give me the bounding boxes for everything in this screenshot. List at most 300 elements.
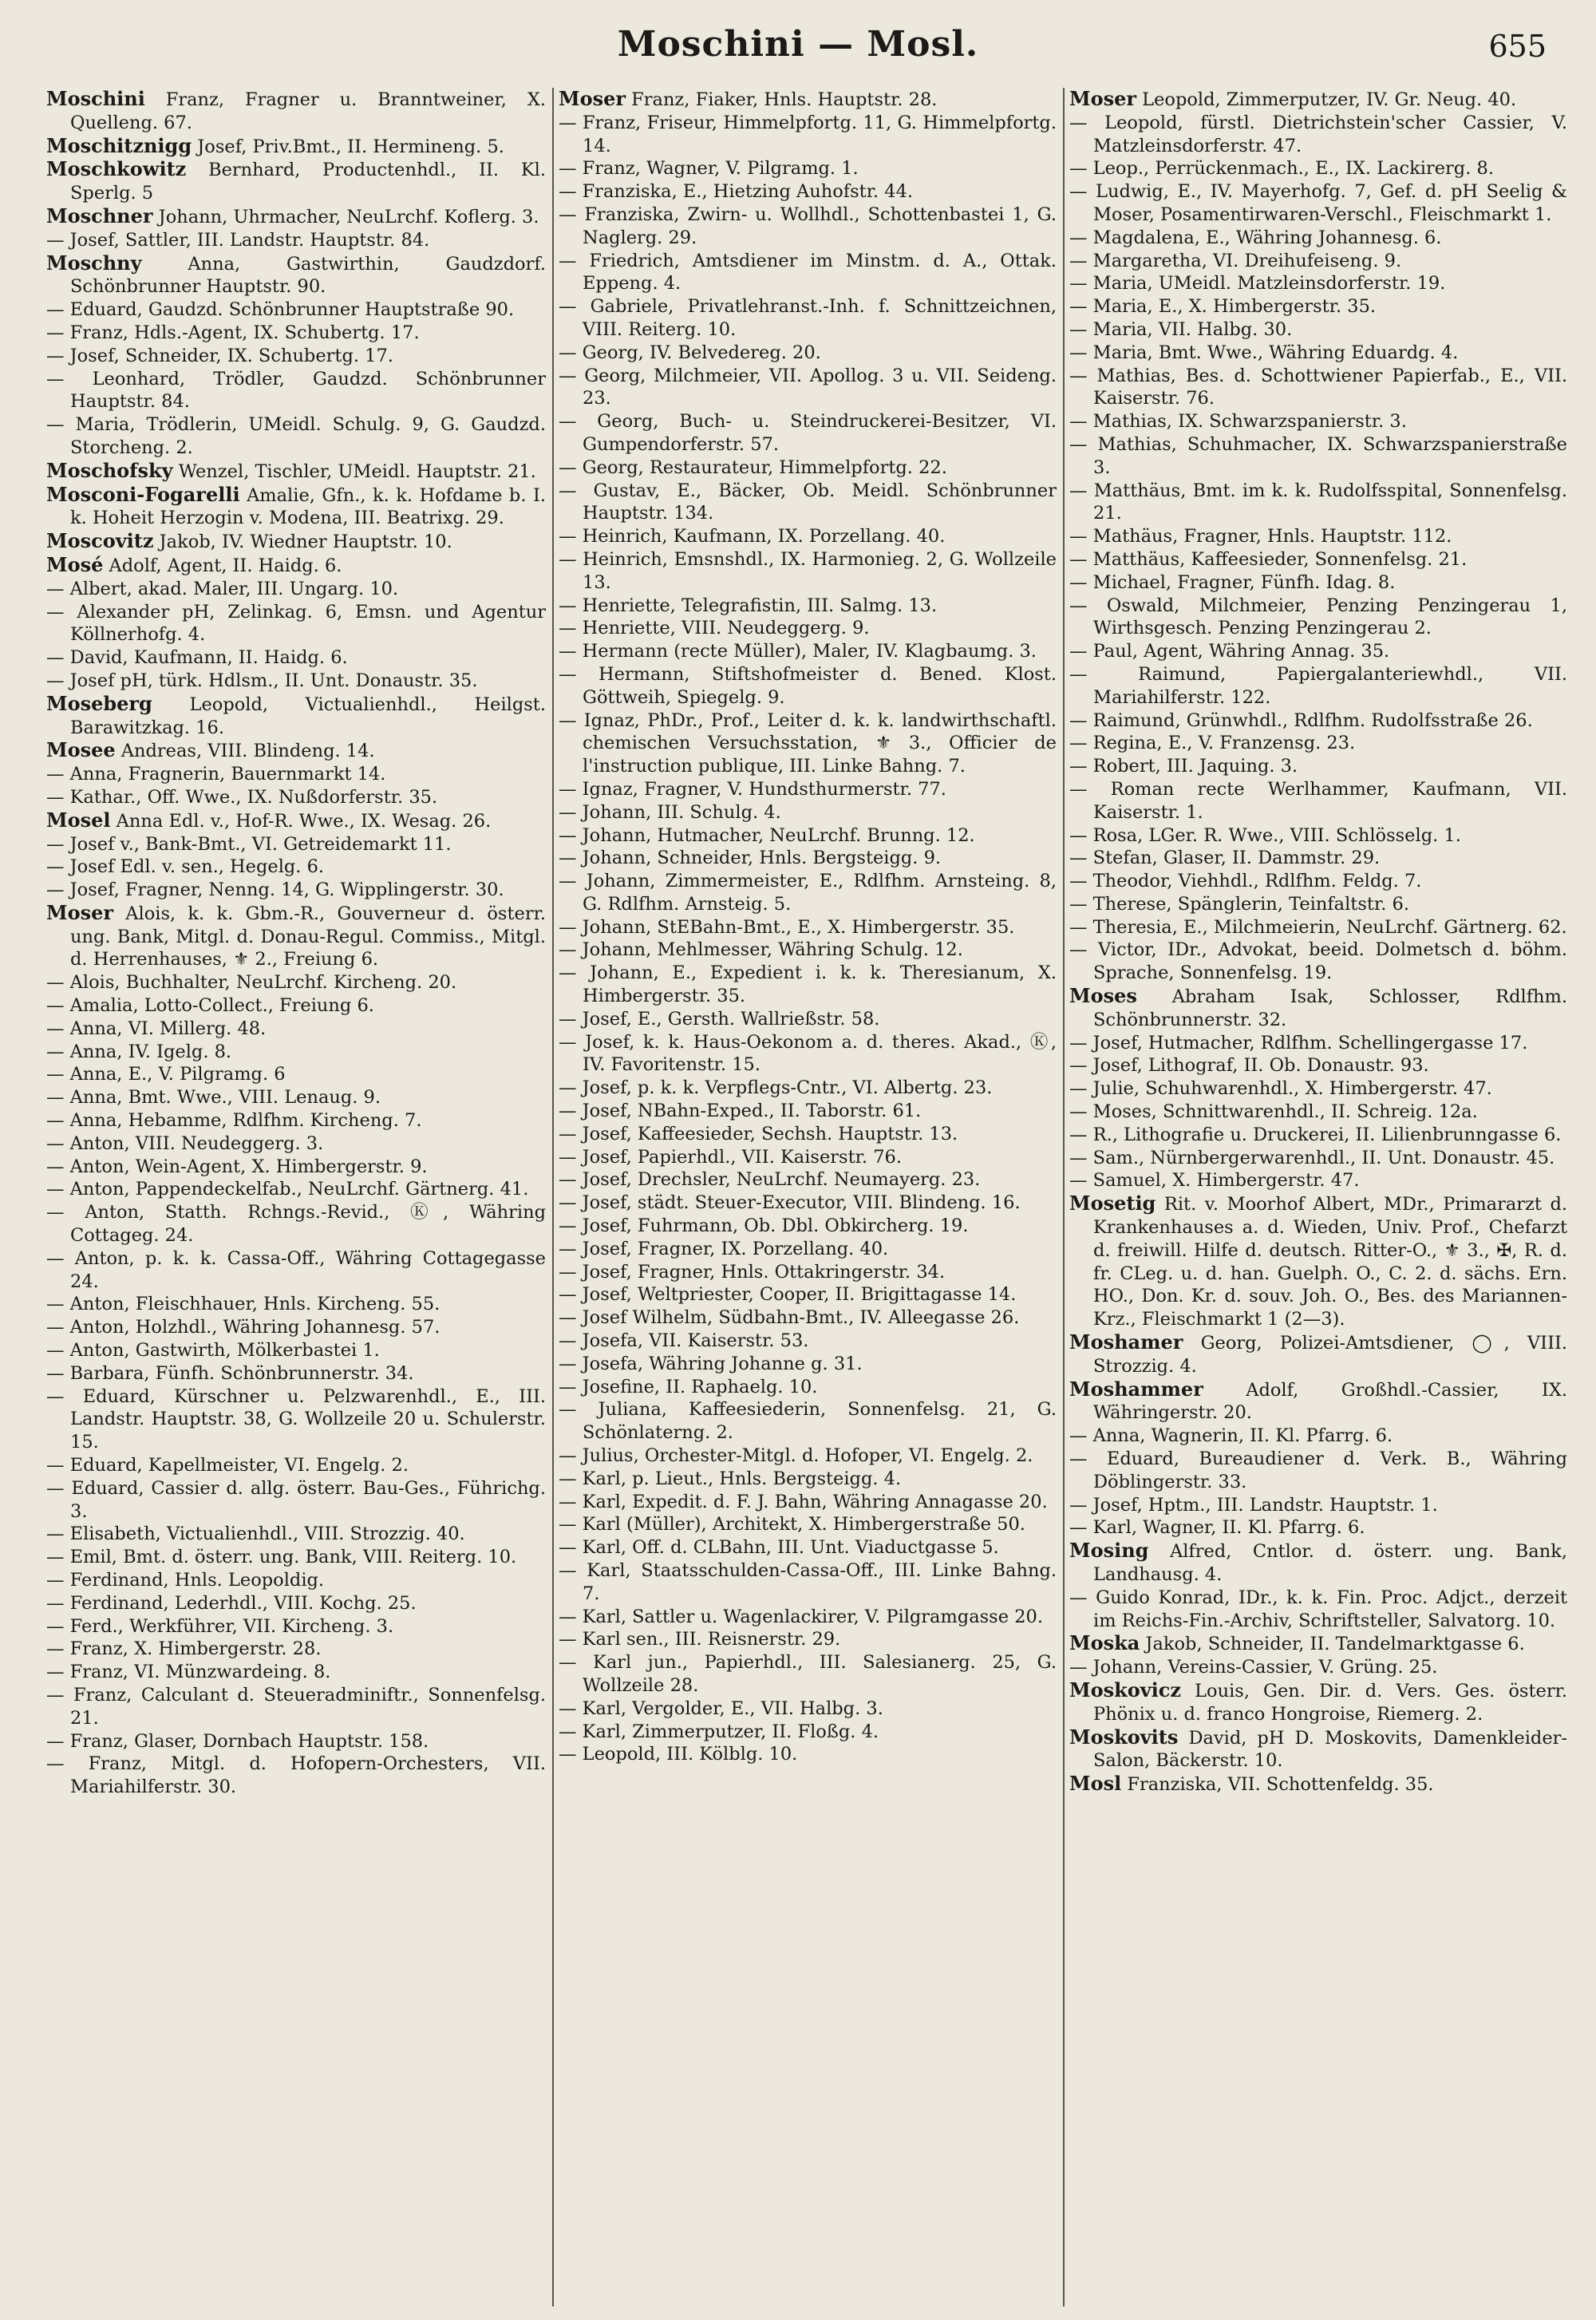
- directory-entry: [46, 88, 546, 135]
- directory-entry: [559, 342, 1057, 365]
- directory-entry: [1069, 824, 1567, 848]
- entry-surname: Mosing: [1069, 1539, 1149, 1563]
- directory-entry: [46, 1063, 546, 1086]
- entry-details: — Maria, Bmt. Wwe., Währing Eduardg. 4.: [1069, 342, 1459, 363]
- entry-details: — Hermann, Stiftshofmeister d. Bened. Klost. Göttweih, Spiegelg. 9.: [559, 663, 1057, 708]
- entry-details: — Karl, Zimmerputzer, II. Floßg. 4.: [559, 1721, 879, 1742]
- directory-entry: [1069, 1539, 1567, 1587]
- entry-details: — Matthäus, Kaffeesieder, Sonnenfelsg. 21.: [1069, 548, 1468, 570]
- entry-details: — Ludwig, E., IV. Mayerhofg. 7, Gef. d. pH Seelig & Moser, Posamentirwaren-Verschl., Fleischmarkt 1.: [1069, 181, 1567, 225]
- entry-details: — Leonhard, Trödler, Gaudzd. Schönbrunner Hauptstr. 84.: [46, 368, 546, 413]
- entry-details: — Johann, Vereins-Cassier, V. Grüng. 25.: [1069, 1657, 1438, 1678]
- directory-entry: [46, 1293, 546, 1316]
- entry-details: — Eduard, Bureaudiener d. Verk. B., Währing Döblingerstr. 33.: [1069, 1449, 1567, 1492]
- entry-details: — Anton, VIII. Neudeggerg. 3.: [46, 1132, 324, 1154]
- directory-entry: [559, 525, 1057, 548]
- directory-entry: [559, 1215, 1057, 1238]
- directory-entry: [46, 484, 546, 531]
- entry-surname: Moser: [46, 900, 113, 924]
- entry-details: Anna, Gastwirthin, Gaudzdorf. Schönbrunner Hauptstr. 90.: [70, 253, 546, 298]
- entry-details: — Karl, Wagner, II. Kl. Pfarrg. 6.: [1069, 1517, 1365, 1539]
- directory-entry: [46, 856, 546, 879]
- entry-details: — Anton, Fleischhauer, Hnls. Kircheng. 55.: [46, 1294, 440, 1315]
- entry-details: — Franziska, E., Hietzing Auhofstr. 44.: [559, 181, 914, 203]
- entry-details: — Josef, Fragner, Nenng. 14, G. Wipplingerstr. 30.: [46, 879, 504, 901]
- entry-details: — Josef, Sattler, III. Landstr. Hauptstr. 84.: [46, 229, 430, 251]
- entry-details: — Josef, Hutmacher, Rdlfhm. Schellingergasse 17.: [1069, 1032, 1528, 1053]
- directory-entry: [1069, 732, 1567, 755]
- entry-details: — Amalia, Lotto-Collect., Freiung 6.: [46, 995, 374, 1017]
- directory-entry: [46, 158, 546, 205]
- entry-surname: Moser: [559, 88, 626, 110]
- entry-details: — Juliana, Kaffeesiederin, Sonnenfelsg. 21, G. Schönlaterng. 2.: [559, 1399, 1057, 1444]
- entry-details: Abraham Isak, Schlosser, Rdlfhm. Schönbrunnerstr. 32.: [1093, 986, 1567, 1030]
- entry-details: — Heinrich, Kaufmann, IX. Porzellang. 40.: [559, 526, 946, 547]
- entry-details: — Eduard, Cassier d. allg. österr. Bau-Ges., Führichg. 3.: [46, 1477, 546, 1522]
- directory-entry: [1069, 1494, 1567, 1517]
- directory-entry: [559, 1306, 1057, 1330]
- directory-entry: [46, 670, 546, 693]
- entry-details: — Franz, Friseur, Himmelpfortg. 11, G. Himmelpfortg. 14.: [559, 112, 1057, 156]
- entry-details: — Josef, Hptm., III. Landstr. Hauptstr. 1.: [1069, 1494, 1438, 1516]
- directory-entry: [46, 693, 546, 740]
- directory-entry: [559, 847, 1057, 870]
- entry-details: — Theodor, Viehhdl., Rdlfhm. Feldg. 7.: [1069, 871, 1422, 892]
- entry-details: David, pH D. Moskovits, Damenkleider-Salon, Bäckerstr. 10.: [1093, 1727, 1567, 1772]
- entry-details: — Henriette, Telegrafistin, III. Salmg. 13.: [559, 595, 938, 616]
- entry-details: — Franziska, Zwirn- u. Wollhdl., Schottenbastei 1, G. Naglerg. 29.: [559, 204, 1057, 248]
- entry-details: — Josefa, Währing Johanne g. 31.: [559, 1353, 863, 1374]
- directory-entry: [559, 1008, 1057, 1031]
- entry-details: — Josef, Fragner, Hnls. Ottakringerstr. 34.: [559, 1261, 946, 1283]
- directory-entry: [559, 1398, 1057, 1445]
- directory-entry: [1069, 1587, 1567, 1633]
- entry-details: — Maria, UMeidl. Matzleinsdorferstr. 19.: [1069, 273, 1446, 294]
- directory-entry: [46, 1730, 546, 1753]
- directory-entry: [559, 1168, 1057, 1192]
- entry-surname: Mosetig: [1069, 1192, 1156, 1215]
- entry-details: — Alois, Buchhalter, NeuLrchf. Kircheng. 20.: [46, 972, 457, 994]
- directory-entry: [559, 1606, 1057, 1629]
- entry-details: — Josef, p. k. k. Verpflegs-Cntr., VI. Albertg. 23.: [559, 1077, 993, 1099]
- directory-entry: [1069, 1679, 1567, 1726]
- page-header: [0, 18, 1596, 81]
- directory-entry: [1069, 433, 1567, 480]
- entry-surname: Moseberg: [46, 691, 152, 715]
- directory-entry: [1069, 1425, 1567, 1448]
- directory-entry: [559, 1353, 1057, 1376]
- entry-details: — Josef, Papierhdl., VII. Kaiserstr. 76.: [559, 1146, 902, 1168]
- entry-details: Jakob, Schneider, II. Tandelmarktgasse 6.: [1145, 1634, 1525, 1655]
- directory-entry: [1069, 893, 1567, 916]
- directory-entry: [559, 778, 1057, 801]
- entry-details: — Henriette, VIII. Neudeggerg. 9.: [559, 618, 870, 639]
- directory-entry: [1069, 295, 1567, 318]
- entry-details: — Guido Konrad, IDr., k. k. Fin. Proc. Adjct., derzeit im Reichs-Fin.-Archiv, Schriftsteller, Salvatorg. 10.: [1069, 1587, 1567, 1631]
- entry-details: — Margaretha, VI. Dreihufeiseng. 9.: [1069, 250, 1402, 271]
- directory-entry: [46, 1018, 546, 1041]
- entry-details: Leopold, Victualienhdl., Heilgst. Barawitzkag. 16.: [70, 694, 546, 738]
- entry-details: Alois, k. k. Gbm.-R., Gouverneur d. österr. ung. Bank, Mitgl. d. Donau-Regul. Commiss., Mitgl. d. Herrenhauses, ⚜ 2., Freiung 6.: [70, 903, 547, 970]
- directory-entry: [559, 1100, 1057, 1123]
- directory-entry: [46, 1454, 546, 1477]
- directory-entry: [46, 1661, 546, 1684]
- directory-entry: [46, 1201, 546, 1247]
- entry-details: — Georg, Milchmeier, VII. Apollog. 3 u. VII. Seideng. 23.: [559, 365, 1057, 409]
- directory-entry: [559, 1146, 1057, 1169]
- directory-entry: [46, 1753, 546, 1799]
- directory-entry: [1069, 595, 1567, 641]
- entry-details: — Josef, städt. Steuer-Executor, VIII. Blindeng. 16.: [559, 1192, 1021, 1214]
- directory-entry: [46, 298, 546, 322]
- entry-details: Amalie, Gfn., k. k. Hofdame b. I. k. Hoheit Herzogin v. Modena, III. Beatrixg. 29.: [70, 484, 547, 529]
- directory-column-3: [1063, 88, 1574, 2306]
- directory-entry: [46, 763, 546, 786]
- entry-details: — Anton, Pappendeckelfab., NeuLrchf. Gärtnerg. 41.: [46, 1179, 529, 1200]
- directory-entry: [46, 601, 546, 647]
- directory-entry: [559, 410, 1057, 456]
- directory-entry: [559, 1491, 1057, 1514]
- entry-details: Anna Edl. v., Hof-R. Wwe., IX. Wesag. 26.: [116, 810, 492, 832]
- directory-entry: [1069, 157, 1567, 180]
- entry-details: — Josef, Schneider, IX. Schubertg. 17.: [46, 345, 393, 366]
- entry-surname: Moscovitz: [46, 529, 154, 553]
- directory-entry: [46, 229, 546, 252]
- entry-details: — Ferdinand, Lederhdl., VIII. Kochg. 25.: [46, 1592, 417, 1614]
- page-number: 655: [1488, 29, 1547, 64]
- directory-entry: [559, 180, 1057, 204]
- entry-details: — Roman recte Werlhammer, Kaufmann, VII. Kaiserstr. 1.: [1069, 778, 1567, 823]
- entry-details: — Hermann (recte Müller), Maler, IV. Klagbaumg. 3.: [559, 641, 1037, 662]
- directory-entry: [46, 554, 546, 578]
- entry-surname: Mosl: [1069, 1772, 1122, 1796]
- entry-details: — Josef, Fuhrmann, Ob. Dbl. Obkircherg. 19.: [559, 1215, 969, 1237]
- directory-entry: [559, 295, 1057, 342]
- directory-entry: [1069, 939, 1567, 985]
- directory-entry: [46, 1592, 546, 1615]
- entry-details: — Anna, VI. Millerg. 48.: [46, 1018, 267, 1039]
- entry-details: — Robert, III. Jaquing. 3.: [1069, 756, 1298, 777]
- directory-entry: [1069, 1032, 1567, 1055]
- directory-entry: [1069, 640, 1567, 663]
- entry-details: — Josef, Lithograf, II. Ob. Donaustr. 93.: [1069, 1055, 1429, 1077]
- directory-entry: [1069, 548, 1567, 571]
- directory-entry: [559, 157, 1057, 180]
- directory-entry: [46, 1362, 546, 1385]
- entry-details: — Mathias, Bes. d. Schottwiener Papierfab., E., VII. Kaiserstr. 76.: [1069, 365, 1567, 409]
- directory-entry: [559, 456, 1057, 480]
- entry-details: — Karl, Staatsschulden-Cassa-Off., III. Linke Bahng. 7.: [559, 1560, 1057, 1604]
- entry-details: Franz, Fiaker, Hnls. Hauptstr. 28.: [631, 89, 938, 110]
- entry-details: — Paul, Agent, Währing Annag. 35.: [1069, 641, 1390, 662]
- entry-details: — Karl jun., Papierhdl., III. Salesianerg. 25, G. Wollzeile 28.: [559, 1652, 1057, 1696]
- directory-entry: [46, 1178, 546, 1201]
- entry-details: — Karl, Vergolder, E., VII. Halbg. 3.: [559, 1698, 883, 1719]
- directory-entry: [46, 530, 546, 554]
- entry-details: — Georg, Buch- u. Steindruckerei-Besitzer, VI. Gumpendorferstr. 57.: [559, 411, 1057, 455]
- directory-entry: [46, 135, 546, 159]
- directory-entry: [1069, 1773, 1567, 1796]
- directory-entry: [559, 1123, 1057, 1146]
- directory-entry: [559, 1376, 1057, 1399]
- directory-entry: [559, 640, 1057, 663]
- entry-details: — Raimund, Grünwhdl., Rdlfhm. Rudolfsstraße 26.: [1069, 709, 1533, 731]
- entry-details: — Georg, IV. Belvedereg. 20.: [559, 342, 821, 363]
- directory-entry: [46, 1684, 546, 1730]
- entry-details: — Oswald, Milchmeier, Penzing Penzingerau 1, Wirthsgesch. Penzing Penzingerau 2.: [1069, 595, 1567, 639]
- directory-entry: [46, 345, 546, 368]
- entry-details: — Barbara, Fünfh. Schönbrunnerstr. 34.: [46, 1362, 414, 1384]
- entry-details: — Josef, Kaffeesieder, Sechsh. Hauptstr. 13.: [559, 1123, 958, 1144]
- directory-entry: [46, 1132, 546, 1156]
- directory-entry: [46, 1615, 546, 1638]
- directory-entry: [46, 809, 546, 833]
- entry-details: — Theresia, E., Milchmeierin, NeuLrchf. Gärtnerg. 62.: [1069, 916, 1567, 938]
- entry-details: — Anna, Hebamme, Rdlfhm. Kircheng. 7.: [46, 1110, 422, 1132]
- entry-details: — Ignaz, Fragner, V. Hundsthurmerstr. 77.: [559, 778, 946, 800]
- entry-details: Josef, Priv.Bmt., II. Hermineng. 5.: [197, 136, 504, 157]
- directory-entry: [1069, 1448, 1567, 1494]
- directory-entry: [559, 939, 1057, 962]
- entry-details: — Franz, Hdls.-Agent, IX. Schubertg. 17.: [46, 322, 420, 343]
- entry-details: — Emil, Bmt. d. österr. ung. Bank, VIII. Reiterg. 10.: [46, 1547, 517, 1568]
- entry-details: Johann, Uhrmacher, NeuLrchf. Koflerg. 3.: [158, 206, 539, 227]
- entry-details: — Franz, X. Himbergerstr. 28.: [46, 1638, 322, 1660]
- entry-details: Adolf, Agent, II. Haidg. 6.: [109, 555, 342, 576]
- entry-surname: Moschitznigg: [46, 133, 192, 157]
- directory-entry: [1069, 1632, 1567, 1656]
- entry-details: Bernhard, Productenhdl., II. Kl. Sperlg. 5: [70, 160, 546, 204]
- entry-details: — Gabriele, Privatlehranst.-Inh. f. Schnittzeichnen, VIII. Reiterg. 10.: [559, 296, 1057, 340]
- directory-entry: [559, 365, 1057, 411]
- entry-surname: Moskovicz: [1069, 1678, 1182, 1701]
- entry-surname: Moser: [1069, 88, 1136, 110]
- entry-details: — Friedrich, Amtsdiener im Minstm. d. A., Ottak. Eppeng. 4.: [559, 250, 1057, 294]
- directory-entry: [559, 709, 1057, 778]
- directory-entry: [46, 739, 546, 763]
- entry-details: — Regina, E., V. Franzensg. 23.: [1069, 733, 1356, 754]
- entry-details: — Josef, NBahn-Exped., II. Taborstr. 61.: [559, 1101, 922, 1122]
- directory-entry: [559, 1559, 1057, 1606]
- entry-details: — Johann, Hutmacher, NeuLrchf. Brunng. 12.: [559, 824, 975, 846]
- entry-details: — Ferd., Werkführer, VII. Kircheng. 3.: [46, 1615, 394, 1637]
- entry-details: — Alexander pH, Zelinkag. 6, Emsn. und Agentur Köllnerhofg. 4.: [46, 601, 546, 646]
- directory-entry: [1069, 318, 1567, 342]
- directory-entry: [46, 1569, 546, 1592]
- directory-entry: [46, 205, 546, 229]
- entry-details: — David, Kaufmann, II. Haidg. 6.: [46, 647, 348, 669]
- directory-entry: [46, 1109, 546, 1132]
- entry-details: — Leopold, III. Kölblg. 10.: [559, 1744, 798, 1765]
- directory-entry: [46, 413, 546, 460]
- entry-details: — Eduard, Kapellmeister, VI. Engelg. 2.: [46, 1455, 409, 1476]
- entry-details: — Therese, Spänglerin, Teinfaltstr. 6.: [1069, 893, 1409, 915]
- entry-details: — Franz, Glaser, Dornbach Hauptstr. 158.: [46, 1730, 429, 1752]
- entry-details: — Johann, E., Expedient i. k. k. Theresianum, X. Himbergerstr. 35.: [559, 962, 1057, 1007]
- directory-entry: [559, 1513, 1057, 1536]
- directory-entry: [559, 1721, 1057, 1744]
- entry-surname: Moska: [1069, 1631, 1140, 1655]
- directory-entry: [1069, 916, 1567, 939]
- entry-details: — Josef pH, türk. Hdlsm., II. Unt. Donaustr. 35.: [46, 670, 478, 691]
- entry-details: — Moses, Schnittwarenhdl., II. Schreig. 12a.: [1069, 1101, 1478, 1123]
- entry-details: — Anna, E., V. Pilgramg. 6: [46, 1064, 286, 1085]
- directory-entry: [1069, 410, 1567, 433]
- directory-entry: [559, 1192, 1057, 1215]
- entry-details: — Josef, Drechsler, NeuLrchf. Neumayerg. 23.: [559, 1169, 981, 1191]
- directory-entry: [559, 548, 1057, 595]
- directory-entry: [46, 786, 546, 809]
- directory-entry: [1069, 1192, 1567, 1331]
- entry-details: Rit. v. Moorhof Albert, MDr., Primararzt d. Krankenhauses a. d. Wieden, Univ. Prof., Chefarzt d. freiwill. Hilfe d. deutsch. Ritter-O., ⚜ 3., ✠, R. d. fr. CLeg. u. d. han. Guelph. O., C. 2. d. sächs. Ern. HO., Don. Kr. d. souv. Joh. O., Bes. des Mariannen-Krz., Fleischmarkt 1 (2—3).: [1093, 1194, 1568, 1330]
- entry-details: Wenzel, Tischler, UMeidl. Hauptstr. 21.: [178, 460, 536, 482]
- entry-surname: Moshammer: [1069, 1377, 1203, 1401]
- entry-details: — Franz, Calculant d. Steueradminiftr., Sonnenfelsg. 21.: [46, 1684, 546, 1729]
- directory-entry: [559, 916, 1057, 939]
- entry-details: — Albert, akad. Maler, III. Ungarg. 10.: [46, 578, 399, 599]
- directory-entry: [1069, 709, 1567, 733]
- page-title: Moschini — Mosl.: [617, 24, 979, 65]
- directory-entry: [46, 322, 546, 345]
- entry-details: — Josef, Weltpriester, Cooper, II. Brigittagasse 14.: [559, 1284, 1017, 1306]
- directory-entry: [1069, 1169, 1567, 1192]
- entry-details: — Karl, Sattler u. Wagenlackirer, V. Pilgramgasse 20.: [559, 1606, 1043, 1627]
- entry-details: — Anna, Wagnerin, II. Kl. Pfarrg. 6.: [1069, 1425, 1393, 1447]
- entry-details: — Victor, IDr., Advokat, beeid. Dolmetsch d. böhm. Sprache, Sonnenfelsg. 19.: [1069, 939, 1567, 984]
- entry-surname: Mosconi-Fogarelli: [46, 482, 240, 506]
- entry-details: Jakob, IV. Wiedner Hauptstr. 10.: [159, 532, 452, 553]
- directory-entry: [46, 1156, 546, 1179]
- directory-entry: [1069, 112, 1567, 158]
- entry-details: — Anton, Wein-Agent, X. Himbergerstr. 9.: [46, 1156, 428, 1177]
- entry-surname: Moses: [1069, 984, 1137, 1008]
- entry-details: — Josef, k. k. Haus-Oekonom a. d. theres. Akad., Ⓚ, IV. Favoritenstr. 15.: [559, 1031, 1057, 1076]
- entry-details: Leopold, Zimmerputzer, IV. Gr. Neug. 40.: [1142, 89, 1517, 110]
- entry-surname: Mosé: [46, 552, 104, 576]
- entry-details: — Leopold, fürstl. Dietrichstein'scher Cassier, V. Matzleinsdorferstr. 47.: [1069, 112, 1567, 156]
- directory-entry: [1069, 870, 1567, 893]
- directory-entry: [46, 1638, 546, 1661]
- directory-entry: [559, 1536, 1057, 1559]
- directory-entry: [46, 578, 546, 601]
- entry-details: — Mathias, Schuhmacher, IX. Schwarzspanierstraße 3.: [1069, 433, 1567, 478]
- directory-entry: [559, 204, 1057, 250]
- entry-details: — Franz, VI. Münzwardeing. 8.: [46, 1662, 331, 1683]
- directory-entry: [559, 801, 1057, 824]
- entry-details: — Anton, Gastwirth, Mölkerbastei 1.: [46, 1340, 380, 1362]
- entry-details: — Johann, Mehlmesser, Währing Schulg. 12.: [559, 939, 963, 961]
- entry-details: — Anna, Fragnerin, Bauernmarkt 14.: [46, 764, 386, 785]
- directory-entry: [46, 1385, 546, 1454]
- entry-surname: Moschkowitz: [46, 157, 187, 181]
- entry-details: Franz, Fragner u. Branntweiner, X. Quelleng. 67.: [70, 89, 546, 133]
- entry-details: — Karl, Off. d. CLBahn, III. Unt. Viaductgasse 5.: [559, 1537, 999, 1559]
- directory-entry: [1069, 1331, 1567, 1378]
- directory-entry: [559, 617, 1057, 640]
- entry-surname: Moschny: [46, 251, 142, 275]
- directory-entry: [46, 1546, 546, 1569]
- directory-entry: [559, 663, 1057, 709]
- entry-surname: Mosel: [46, 808, 111, 832]
- directory-entry: [559, 1468, 1057, 1491]
- entry-details: — Maria, VII. Halbg. 30.: [1069, 318, 1293, 340]
- directory-entry: [559, 1445, 1057, 1468]
- directory-entry: [1069, 985, 1567, 1032]
- entry-details: Alfred, Cntlor. d. österr. ung. Bank, Landhausg. 4.: [1093, 1541, 1567, 1585]
- entry-details: — Franz, Mitgl. d. Hofopern-Orchesters, VII. Mariahilferstr. 30.: [46, 1753, 546, 1798]
- entry-surname: Mosee: [46, 738, 116, 762]
- entry-details: — Karl (Müller), Architekt, X. Himbergerstraße 50.: [559, 1514, 1025, 1535]
- directory-entry: [559, 1651, 1057, 1698]
- entry-details: — Julius, Orchester-Mitgl. d. Hofoper, VI. Engelg. 2.: [559, 1445, 1033, 1467]
- directory-entry: [1069, 88, 1567, 112]
- directory-entry: [46, 1523, 546, 1546]
- entry-details: — Stefan, Glaser, II. Dammstr. 29.: [1069, 848, 1381, 869]
- directory-entry: [1069, 778, 1567, 824]
- directory-entry: [46, 1086, 546, 1109]
- entry-surname: Moschini: [46, 88, 145, 110]
- directory-entry: [1069, 1656, 1567, 1679]
- directory-entry: [46, 1247, 546, 1294]
- directory-entry: [1069, 1054, 1567, 1077]
- entry-details: — Eduard, Gaudzd. Schönbrunner Hauptstraße 90.: [46, 299, 515, 321]
- entry-details: Adolf, Großhdl.-Cassier, IX. Währingerstr. 20.: [1093, 1379, 1567, 1424]
- entry-details: — Karl, Expedit. d. F. J. Bahn, Währing Annagasse 20.: [559, 1491, 1048, 1512]
- entry-details: Andreas, VIII. Blindeng. 14.: [120, 741, 375, 762]
- entry-details: — Raimund, Papiergalanteriewhdl., VII. Mariahilferstr. 122.: [1069, 663, 1567, 708]
- entry-details: — Josef v., Bank-Bmt., VI. Getreidemarkt 11.: [46, 833, 452, 855]
- entry-surname: Moschofsky: [46, 458, 173, 482]
- entry-details: — Samuel, X. Himbergerstr. 47.: [1069, 1170, 1360, 1192]
- directory-entry: [46, 368, 546, 414]
- entry-surname: Moschner: [46, 204, 153, 227]
- directory-entry: [46, 1316, 546, 1339]
- entry-details: — Johann, Zimmermeister, E., Rdlfhm. Arnsteing. 8, G. Rdlfhm. Arnsteig. 5.: [559, 871, 1057, 915]
- entry-details: — Ignaz, PhDr., Prof., Leiter d. k. k. landwirthschaftl. chemischen Versuchsstation, ⚜ 3., Officier de l'instruction publique, III. Linke Bahng. 7.: [559, 709, 1057, 777]
- directory-entry: [1069, 571, 1567, 595]
- entry-details: — Maria, E., X. Himbergerstr. 35.: [1069, 296, 1377, 318]
- directory-entry: [559, 112, 1057, 158]
- entry-details: — Anton, Statth. Rchngs.-Revid., Ⓚ, Währing Cottageg. 24.: [46, 1202, 546, 1247]
- directory-entry: [1069, 847, 1567, 870]
- directory-entry: [559, 824, 1057, 848]
- directory-entry: [559, 480, 1057, 526]
- entry-details: — Anton, p. k. k. Cassa-Off., Währing Cottagegasse 24.: [46, 1247, 546, 1292]
- entry-details: — Johann, Schneider, Hnls. Bergsteigg. 9.: [559, 848, 942, 869]
- directory-entry: [559, 1283, 1057, 1306]
- entry-details: — Rosa, LGer. R. Wwe., VIII. Schlösselg. 1.: [1069, 824, 1461, 846]
- directory-entry: [46, 1339, 546, 1362]
- entry-details: — Michael, Fragner, Fünfh. Idag. 8.: [1069, 571, 1396, 593]
- directory-entry: [1069, 755, 1567, 778]
- directory-entry: [559, 1698, 1057, 1721]
- directory-columns: [41, 88, 1574, 2306]
- entry-details: — Karl sen., III. Reisnerstr. 29.: [559, 1629, 841, 1650]
- directory-entry: [1069, 1124, 1567, 1147]
- directory-entry: [559, 1031, 1057, 1077]
- entry-details: Franziska, VII. Schottenfeldg. 35.: [1127, 1774, 1434, 1796]
- directory-entry: [559, 88, 1057, 112]
- directory-entry: [46, 460, 546, 484]
- entry-surname: Moshamer: [1069, 1330, 1183, 1354]
- entry-details: — Josef, E., Gersth. Wallrießstr. 58.: [559, 1008, 880, 1030]
- entry-details: — Julie, Schuhwarenhdl., X. Himbergerstr. 47.: [1069, 1078, 1492, 1100]
- entry-details: — Leop., Perrückenmach., E., IX. Lackirerg. 8.: [1069, 158, 1494, 180]
- directory-entry: [559, 250, 1057, 296]
- entry-details: — Eduard, Kürschner u. Pelzwarenhdl., E., III. Landstr. Hauptstr. 38, G. Wollzeile 20 u. Schulerstr. 15.: [46, 1385, 546, 1453]
- directory-entry: [1069, 180, 1567, 227]
- entry-details: — Johann, III. Schulg. 4.: [559, 801, 781, 823]
